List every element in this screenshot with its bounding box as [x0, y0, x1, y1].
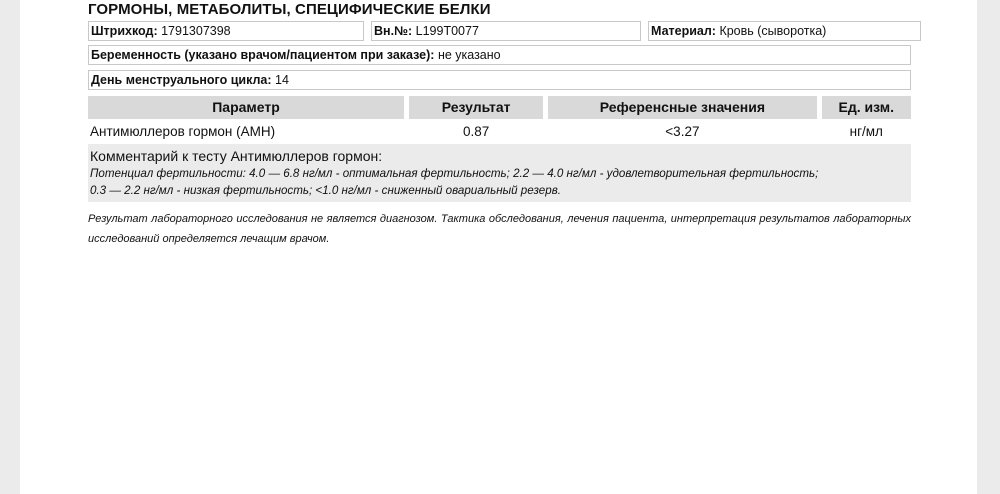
internal-number-field [371, 21, 641, 41]
section-title: ГОРМОНЫ, МЕТАБОЛИТЫ, СПЕЦИФИЧЕСКИЕ БЕЛКИ [88, 1, 491, 18]
internal-number-value: L199T0077 [415, 24, 479, 38]
test-comment [88, 144, 911, 202]
header-parameter: Параметр [88, 96, 404, 119]
internal-number-label: Вн.№: [374, 24, 413, 38]
sample-info-row [88, 21, 911, 41]
table-row [88, 119, 911, 144]
pregnancy-label: Беременность (указано врачом/пациентом при заказе): [91, 48, 435, 62]
comment-line-2: 0.3 — 2.2 нг/мл - низкая фертильность; <1.0 нг/мл - сниженный овариальный резерв. [90, 184, 561, 197]
header-unit: Ед. изм. [822, 96, 911, 119]
results-table-header [88, 96, 911, 119]
report-content [88, 0, 911, 249]
results-table [88, 96, 911, 144]
material-field [648, 21, 921, 41]
cycle-day-value: 14 [275, 73, 289, 87]
disclaimer-text: Результат лабораторного исследования не является диагнозом. Тактика обследования, лечения пациента, интерпретация результатов лабораторных исследований определяется лечащим врачом. [88, 213, 911, 245]
material-label: Материал: [651, 24, 716, 38]
header-reference: Референсные значения [548, 96, 816, 119]
barcode-label: Штрихкод: [91, 24, 158, 38]
barcode-field [88, 21, 364, 41]
cell-reference: <3.27 [665, 124, 700, 139]
cycle-day-field [88, 70, 911, 90]
report-page [20, 0, 977, 494]
header-result: Результат [409, 96, 543, 119]
comment-title: Комментарий к тесту Антимюллеров гормон: [90, 148, 383, 164]
barcode-value: 1791307398 [161, 24, 231, 38]
material-value: Кровь (сыворотка) [719, 24, 827, 38]
comment-line-1: Потенциал фертильности: 4.0 — 6.8 нг/мл - оптимальная фертильность; 2.2 — 4.0 нг/мл - удовлетворительная фертильность; [90, 167, 819, 180]
cell-parameter: Антимюллеров гормон (АМН) [90, 124, 276, 139]
cycle-day-label: День менструального цикла: [91, 73, 272, 87]
cell-result: 0.87 [462, 124, 490, 139]
pregnancy-field [88, 45, 911, 65]
pregnancy-value: не указано [437, 48, 501, 62]
cell-unit: нг/мл [849, 124, 883, 139]
